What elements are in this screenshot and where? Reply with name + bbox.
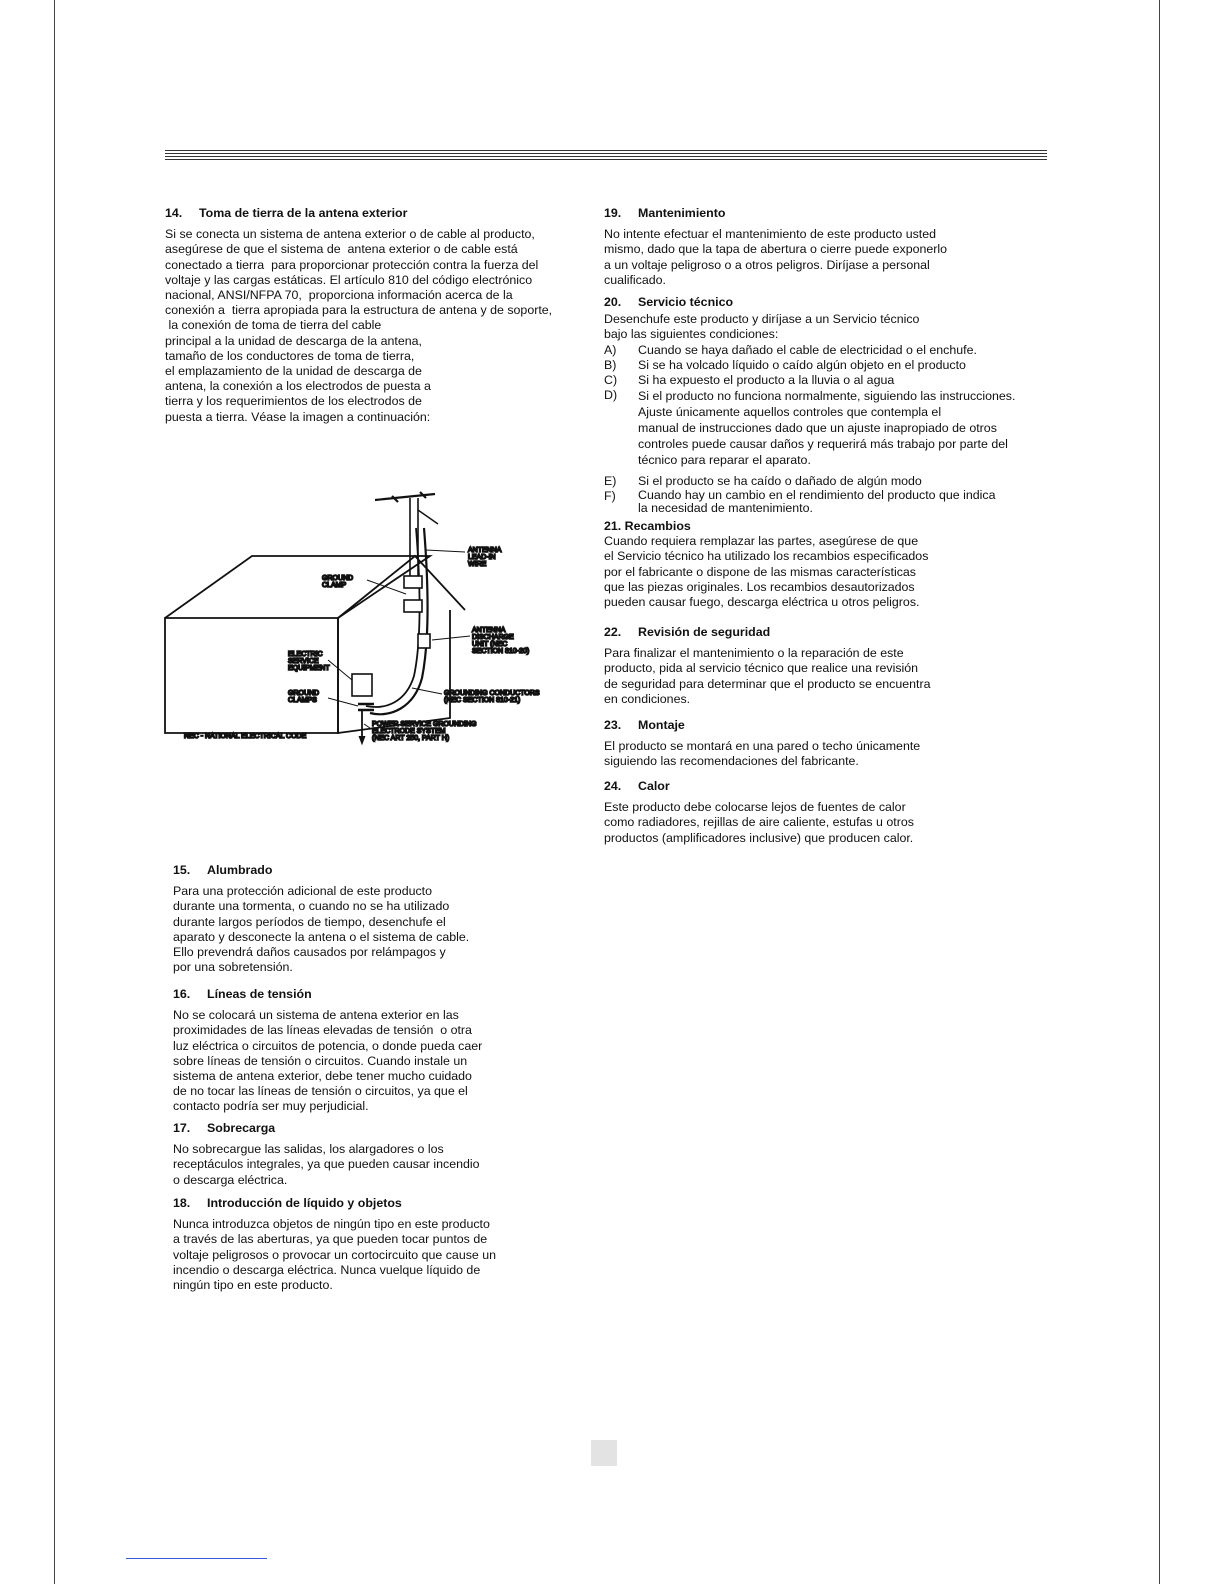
svg-text:GROUNDING CONDUCTORS [444,690,540,697]
svg-text:(NEC SECTION 810-21) [444,697,520,704]
text-line: pueden causar fuego, descarga eléctrica u otros peligros. [604,595,920,610]
list-item: F) Cuando hay un cambio en el rendimiento del producto que indica la necesidad de mantenimiento. [604,489,1054,515]
text-line: Para finalizar el mantenimiento o la reparación de este [604,646,904,661]
text-line: productos (amplificadores inclusive) que producen calor. [604,830,914,845]
text-line: asegúrese de que el sistema de antena exterior o de cable está [165,242,518,257]
text-line: durante largos períodos de tiempo, desenchufe el [173,914,446,929]
text-line: Para una protección adicional de este producto [173,884,432,899]
svg-text:SECTION 810-20) [472,648,529,655]
label-ground-clamp-2: CLAMP [322,582,347,589]
section-17 [173,1121,573,1188]
section-21-heading: 21. Recambios [604,519,691,533]
list-item: D) Si el producto no funciona normalmente, siguiendo las instrucciones. Ajuste únicamente aquellos controles que contempla el manual de instrucciones dado que un ajuste inapropiado de otros controles puede causar daños y requerirá más trabajo por parte del técnico para reparar el aparato. [604,388,1054,468]
label-conductors-1: GROUNDING CONDUCTORS [444,690,540,697]
text-line: tierra y los requerimientos de los electrodos de [165,394,422,409]
section-14-heading: 14. Toma de tierra de la antena exterior [165,206,408,220]
text-line: receptáculos integrales, ya que pueden causar incendio [173,1157,480,1172]
text-line: por una sobretensión. [173,960,293,975]
text-line: por el fabricante o dispone de las mismas características [604,564,916,579]
text-line: principal a la unidad de descarga de la antena, [165,333,422,348]
svg-text:EQUIPMENT [288,665,330,672]
label-ground-clamps-1: GROUND [288,690,320,697]
text-line: en condiciones. [604,691,691,706]
text-line: Este producto debe colocarse lejos de fuentes de calor [604,800,906,815]
text-line: nacional, ANSI/NFPA 70, proporciona información acerca de la [165,288,513,303]
section-15-body [173,884,573,975]
text-line: a través de las aberturas, ya que pueden tocar puntos de [173,1232,488,1247]
section-16-body [173,1008,573,1114]
text-line: Si ha expuesto el producto a la lluvia o al agua [638,373,895,388]
section-24 [604,779,1054,846]
section-24-heading: 24. Calor [604,779,670,793]
svg-text:ANTENNA [472,627,506,634]
text-line: que las piezas originales. Los recambios desautorizados [604,579,915,594]
text-line: Si el producto no funciona normalmente, siguiendo las instrucciones. [638,389,1016,404]
section-18-heading: 18. Introducción de líquido y objetos [173,1196,402,1210]
label-conductors-2: (NEC SECTION 810-21) [444,697,521,704]
section-16-heading: 16. Líneas de tensión [173,987,312,1001]
section-22 [604,625,1054,707]
svg-text:DISCHARGE [472,634,514,641]
section-14-body [165,227,585,425]
text-line: Nunca introduzca objetos de ningún tipo en este producto [173,1217,490,1232]
text-line: siguiendo las recomendaciones del fabricante. [604,754,859,769]
text-line: conectado a tierra para proporcionar protección contra la fuerza del [165,257,539,272]
section-15-heading: 15. Alumbrado [173,863,273,877]
section-20-list [604,343,1054,516]
text-line: antena, la conexión a los electrodos de puesta a [165,379,431,394]
text-line: Cuando hay un cambio en el rendimiento del producto que indica [638,488,996,503]
section-18-body [173,1217,573,1293]
text-line: Desenchufe este producto y diríjase a un Servicio técnico [604,312,920,327]
text-line: Ajuste únicamente aquellos controles que contempla el [638,405,942,420]
text-line: la necesidad de mantenimiento. [638,501,813,516]
label-antenna-lead-3: WIRE [468,561,487,568]
text-line: puesta a tierra. Véase la imagen a continuación: [165,409,431,424]
svg-text:GROUND [322,575,353,582]
label-electric-1: ELECTRIC [288,651,323,658]
text-line: o descarga eléctrica. [173,1172,288,1187]
text-line: luz eléctrica o circuitos de potencia, o donde pueda caer [173,1038,483,1053]
text-line: Si se ha volcado líquido o caído algún objeto en el producto [638,357,966,372]
text-line: voltaje y las cargas estáticas. El artículo 810 del código electrónico [165,272,533,287]
label-antenna-lead-2: LEAD-IN [468,554,496,561]
text-line: conexión a tierra apropiada para la estructura de antena y de soporte, [165,303,553,318]
svg-text:LEAD-IN [468,554,496,561]
section-15 [173,863,573,975]
section-22-heading: 22. Revisión de seguridad [604,625,771,639]
section-23-body [604,739,1054,769]
text-line: técnico para reparar el aparato. [638,453,811,468]
svg-text:(NEC ART 250, PART H) [372,735,449,742]
label-electric-2: SERVICE [288,658,319,665]
text-line: cualificado. [604,272,666,287]
text-line: Cuando requiera remplazar las partes, asegúrese de que [604,534,919,549]
svg-text:POWER SERVICE GROUNDING [372,721,477,728]
label-discharge-3: UNIT (NEC [472,641,508,648]
section-21 [604,519,1054,610]
section-23 [604,718,1054,770]
text-line: controles puede causar daños y requerirá más trabajo por parte del [638,437,1008,452]
text-line: el emplazamiento de la unidad de descarga de [165,364,422,379]
svg-text:ELECTRIC [288,651,323,658]
section-23-heading: 23. Montaje [604,718,685,732]
text-line: bajo las siguientes condiciones: [604,327,779,342]
text-line: ningún tipo en este producto. [173,1278,333,1293]
label-power-3: (NEC ART 250, PART H) [372,735,450,742]
section-22-body [604,646,1054,707]
text-line: mismo, dado que la tapa de abertura o cierre puede exponerlo [604,242,948,257]
svg-text:SERVICE [288,658,319,665]
text-line: sistema de antena exterior, debe tener mucho cuidado [173,1069,472,1084]
section-17-heading: 17. Sobrecarga [173,1121,276,1135]
text-line: de no tocar las líneas de tensión o circuitos, ya que el [173,1084,468,1099]
text-line: No intente efectuar el mantenimiento de este producto usted [604,227,937,242]
text-line: producto, pida al servicio técnico que realice una revisión [604,661,919,676]
section-19-body [604,227,1054,288]
text-line: Cuando se haya dañado el cable de electricidad o el enchufe. [638,342,977,357]
label-ground-clamps-2: CLAMPS [288,697,317,704]
label-antenna-lead-1: ANTENNA [468,547,502,554]
text-line: El producto se montará en una pared o techo únicamente [604,739,921,754]
text-line: la conexión de toma de tierra del cable [165,318,382,333]
text-line: sobre líneas de tensión o circuitos. Cuando instale un [173,1053,468,1068]
antenna-grounding-diagram [160,488,570,763]
text-line: incendio o descarga eléctrica. Nunca vuelque líquido de [173,1262,481,1277]
text-line: voltaje peligrosos o provocar un cortocircuito que cause un [173,1247,497,1262]
svg-text:GROUND [288,690,319,697]
list-item: B) Si se ha volcado líquido o caído algún objeto en el producto [604,358,1054,373]
list-item: A) Cuando se haya dañado el cable de electricidad o el enchufe. [604,343,1054,358]
footer-link-underline[interactable] [126,1558,267,1559]
label-discharge-1: ANTENNA [472,627,506,634]
text-line: Si el producto se ha caído o dañado de algún modo [638,474,922,489]
section-19-heading: 19. Mantenimiento [604,206,726,220]
section-18 [173,1196,573,1293]
section-16 [173,987,573,1115]
page-number-box [591,1440,617,1466]
label-electric-3: EQUIPMENT [288,665,330,672]
text-line: tamaño de los conductores de toma de tierra, [165,348,415,363]
section-20-body [604,312,1054,342]
text-line: el Servicio técnico ha utilizado los recambios especificados [604,549,929,564]
section-24-body [604,800,1054,846]
text-line: manual de instrucciones dado que un ajuste inapropiado de otros [638,421,997,436]
section-19 [604,206,1054,288]
label-discharge-2: DISCHARGE [472,634,514,641]
list-item: E) Si el producto se ha caído o dañado de algún modo [604,474,1054,489]
section-20-heading: 20. Servicio técnico [604,295,734,309]
svg-text:ANTENNA [468,547,502,554]
text-line: contacto podría ser muy perjudicial. [173,1099,369,1114]
text-line: Si se conecta un sistema de antena exterior o de cable al producto, [165,227,535,242]
label-power-1: POWER SERVICE GROUNDING [372,721,477,728]
text-line: durante una tormenta, o cuando no se ha utilizado [173,899,450,914]
svg-text:ELECTRODE SYSTEM [372,728,446,735]
label-discharge-4: SECTION 810-20) [472,648,530,655]
text-line: a un voltaje peligroso o a otros peligros. Diríjase a personal [604,257,930,272]
svg-text:UNIT (NEC [472,641,507,648]
svg-text:NEC - NATIONAL ELECTRICAL CODE [184,733,307,740]
header-rule [165,150,1047,160]
svg-text:CLAMP [322,582,346,589]
text-line: aparato y desconecte la antena o el sistema de cable. [173,929,470,944]
label-nec: NEC - NATIONAL ELECTRICAL CODE [184,733,307,740]
text-line: No se colocará un sistema de antena exterior en las [173,1008,459,1023]
list-item: C) Si ha expuesto el producto a la lluvia o al agua [604,373,1054,388]
label-power-2: ELECTRODE SYSTEM [372,728,446,735]
section-20 [604,295,1054,515]
section-14 [165,206,585,425]
text-line: de seguridad para determinar que el producto se encuentra [604,676,931,691]
text-line: Ello prevendrá daños causados por relámpagos y [173,945,446,960]
label-ground-clamp-1: GROUND [322,575,354,582]
text-line: como radiadores, rejillas de aire caliente, estufas u otros [604,815,914,830]
text-line: No sobrecargue las salidas, los alargadores o los [173,1142,444,1157]
section-17-body [173,1142,573,1188]
text-line: proximidades de las líneas elevadas de tensión o otra [173,1023,472,1038]
svg-text:WIRE [468,561,487,568]
section-21-body [604,534,1054,610]
svg-text:CLAMPS [288,697,317,704]
